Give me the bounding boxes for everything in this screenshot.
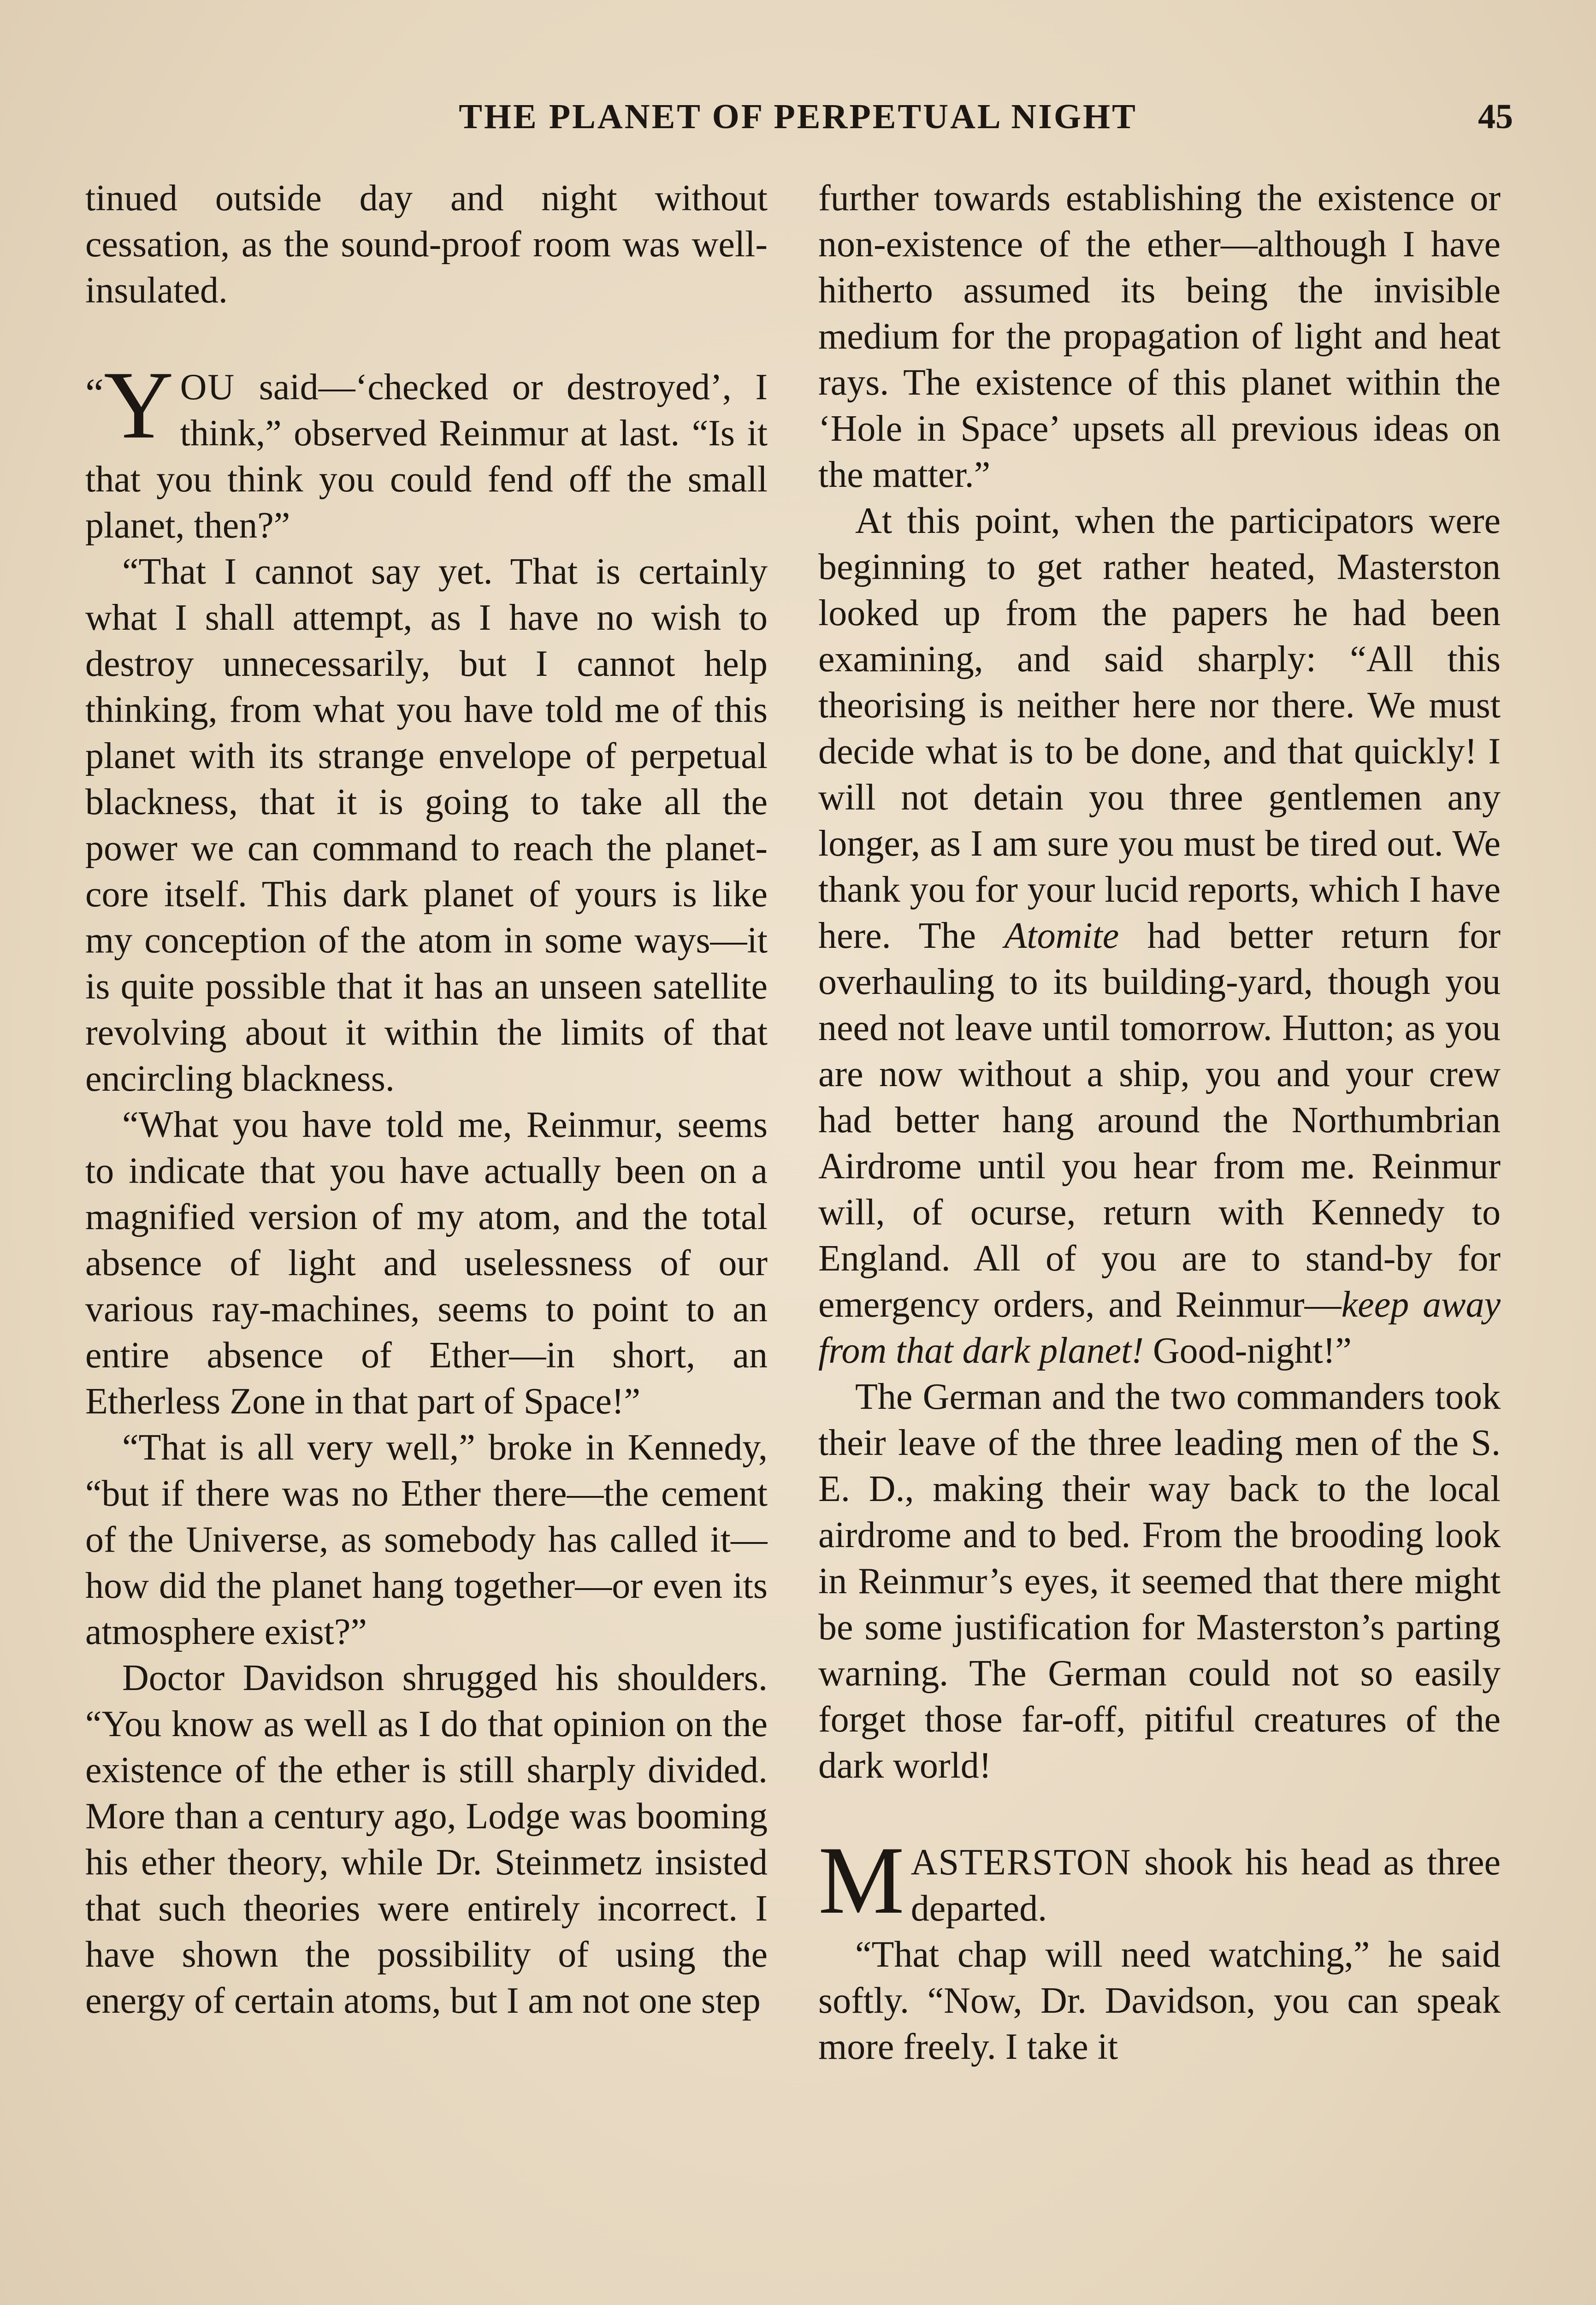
page-number: 45 xyxy=(1478,97,1513,136)
paragraph: “That chap will need watching,” he said softly. “Now, Dr. Davidson, you can speak more freely. I take it xyxy=(818,1934,1501,2067)
left-column xyxy=(85,175,768,2305)
paragraph: “What you have told me, Reinmur, seems to indicate that you have actually been on a magnified version of my atom, and the total absence of light and uselessness of our various ray-machines, seems to point to an entire absence of Ether—in short, an Etherless Zone in that part of Space!” xyxy=(85,1105,768,1422)
paragraph: The German and the two commanders took their leave of the three leading men of the S. E. D., making their way back to the local airdrome and to bed. From the brooding look in Reinmur’s eyes, it seemed that there might be some justification for Masterston’s parting warning. The German could not so easily forget those far-off, pitiful creatures of the dark world! xyxy=(818,1377,1501,1786)
ship-name: Atomite xyxy=(1004,916,1119,956)
dropcap-lead: OU xyxy=(180,367,236,408)
dropcap-lead: ASTERSTON xyxy=(910,1842,1132,1883)
section-gap xyxy=(818,1789,1501,1839)
paragraph-text: shook his head as three departed. xyxy=(910,1842,1501,1929)
dropcap-letter: M xyxy=(818,1827,904,1934)
paragraph: tinued outside day and night without cessation, as the sound-proof room was well-insulated. xyxy=(85,178,768,311)
paragraph: Doctor Davidson shrugged his shoulders. “You know as well as I do that opinion on the existence of the ether is still sharply divided. More than a century ago, Lodge was booming his ether theory, while Dr. Steinmetz insisted that such theories were entirely incorrect. I have shown the possibility of using the energy of certain atoms, but I am not one step xyxy=(85,1658,768,2021)
paragraph: “That is all very well,” broke in Kennedy, “but if there was no Ether there—the cement of the Universe, as somebody has called it—how did the planet hang together—or even its atmosphere exist?” xyxy=(85,1427,768,1652)
running-title: THE PLANET OF PERPETUAL NIGHT xyxy=(459,97,1137,136)
warning-text: keep away from that dark planet! xyxy=(818,1284,1501,1371)
paragraph: further towards establishing the existence or non-existence of the ether—although I have hitherto assumed its being the invisible medium for the propagation of light and heat rays. The existence of this planet within the ‘Hole in Space’ upsets all previous ideas on the matter.” xyxy=(818,178,1501,495)
running-header xyxy=(83,88,1513,143)
section-gap xyxy=(85,313,768,364)
paragraph: “That I cannot say yet. That is certainly what I shall attempt, as I have no wish to destroy unnecessarily, but I cannot help thinking, from what you have told me of this planet with its strange envelope of perpetual blackness, that it is going to take all the power we can command to reach the planet-core itself. This dark planet of yours is like my conception of the atom in some ways—it is quite possible that it has an unseen satellite revolving about it within the limits of that encircling blackness. xyxy=(85,551,768,1099)
opening-quote-mark: “ xyxy=(85,371,104,416)
paragraph xyxy=(818,498,1501,1374)
dropcap xyxy=(85,352,174,459)
paragraph-text: Good-night!” xyxy=(1143,1330,1352,1371)
dropcap-letter: Y xyxy=(103,352,174,459)
paragraph-with-dropcap xyxy=(818,1827,1501,1934)
right-column xyxy=(818,175,1501,2305)
paragraph-text: At this point, when the participators were beginning to get rather heated, Masterston looked up from the papers he had been examining, and said sharply: “All this theorising is neither here nor there. We must decide what is to be done, and that quickly! I will not detain you three gentlemen any longer, as I am sure you must be tired out. We thank you for your lucid reports, which I have here. The xyxy=(818,501,1501,956)
paragraph-with-dropcap xyxy=(85,352,768,549)
paragraph-text: said—‘checked or destroyed’, I think,” observed Reinmur at last. “Is it that you think you could fend off the small planet, then?” xyxy=(85,367,768,546)
paragraph-text: had better return for overhauling to its building-yard, though you need not leave until tomorrow. Hutton; as you are now without a ship, you and your crew had better hang around the Northumbrian Airdrome until you hear from me. Reinmur will, of ocurse, return with Kennedy to England. All of you are to stand-by for emergency orders, and Reinmur— xyxy=(818,916,1501,1325)
